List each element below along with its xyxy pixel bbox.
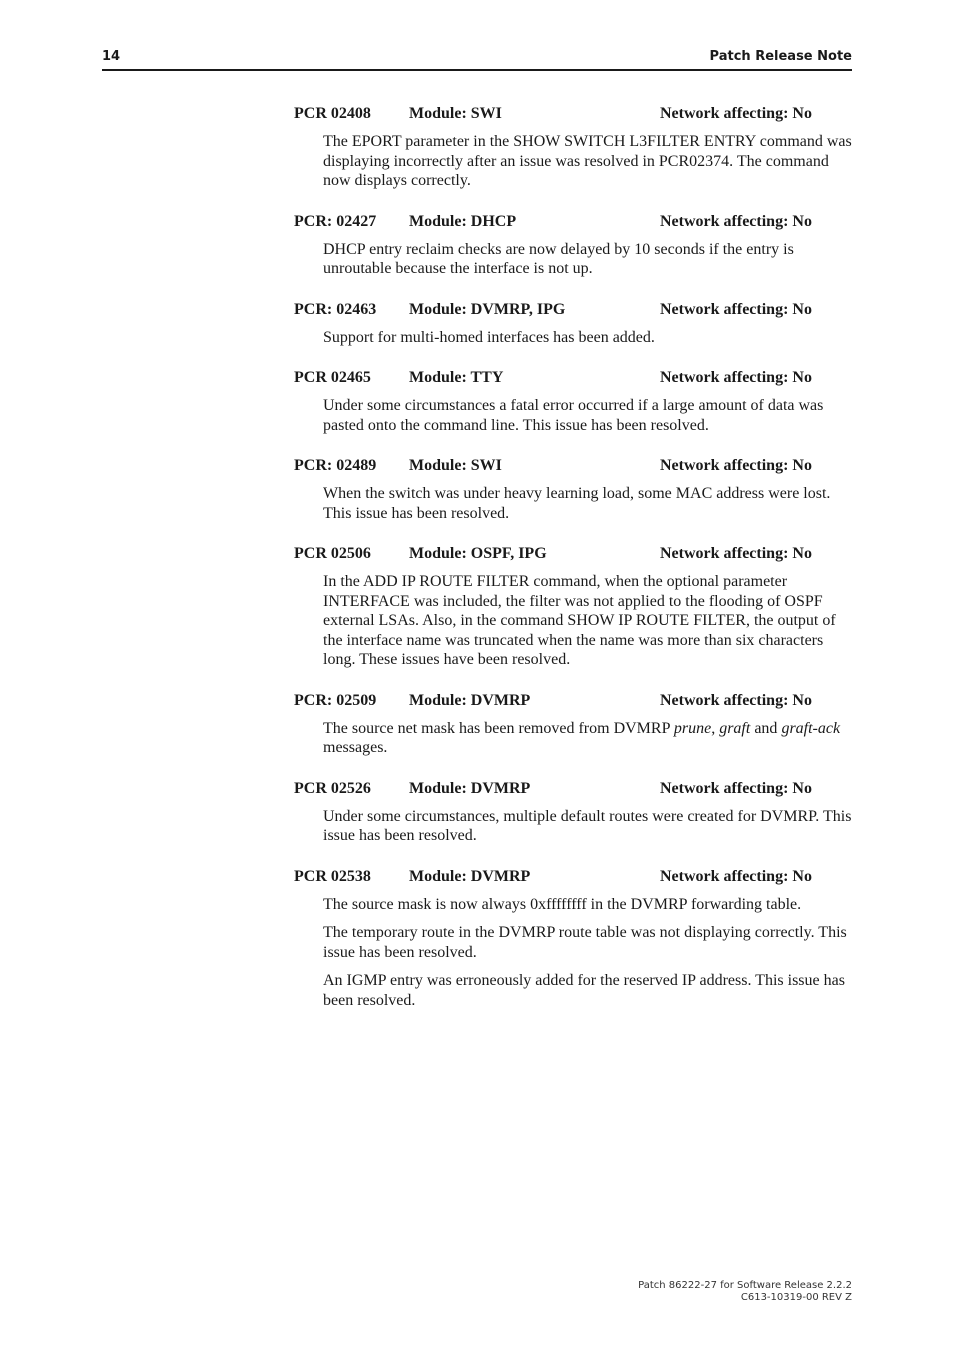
- entry-heading: [294, 456, 854, 476]
- pcr-number: PCR 02526: [294, 779, 371, 797]
- entry-heading: [294, 300, 854, 320]
- pcr-number: PCR: 02463: [294, 300, 377, 318]
- pcr-number: PCR 02465: [294, 369, 371, 386]
- page-header: [102, 48, 852, 71]
- pcr-number: PCR 02538: [294, 867, 371, 885]
- pcr-number: PCR: 02427: [294, 212, 377, 230]
- network-affecting: Network affecting: No: [660, 457, 812, 474]
- module-label: Module: DHCP: [409, 212, 517, 230]
- entry-heading: [294, 212, 854, 232]
- network-affecting: Network affecting: No: [660, 545, 812, 562]
- pcr-number: PCR: 02509: [294, 691, 377, 709]
- module-label: Module: SWI: [409, 105, 502, 122]
- entry-description: Under some circumstances a fatal error occurred if a large amount of data was pasted onto the command line. This issue has been resolved.: [323, 397, 824, 434]
- entry-description: In the ADD IP ROUTE FILTER command, when the optional parameter INTERFACE was included, the filter was not applied to the flooding of OSPF external LSAs. Also, in the command SHOW IP ROUTE FILTER, the output of the interface name was truncated when the name was more than six characters long. These issues have been resolved.: [323, 573, 836, 668]
- italic-term-graft-ack: graft-ack: [781, 719, 841, 737]
- entry-heading: [294, 867, 854, 887]
- release-notes-content: [294, 104, 854, 1031]
- network-affecting: Network affecting: No: [660, 369, 812, 386]
- footer-patch-line: Patch 86222-27 for Software Release 2.2.2: [638, 1280, 852, 1291]
- entry-heading: [294, 779, 854, 799]
- pcr-number: PCR 02506: [294, 545, 371, 562]
- text-run: and: [750, 719, 782, 737]
- pcr-entry: [294, 544, 854, 670]
- pcr-entry: [294, 300, 854, 348]
- italic-term-prune: prune: [673, 719, 712, 737]
- italic-term-graft: graft: [719, 719, 751, 737]
- entry-heading: [294, 368, 854, 388]
- entry-heading: [294, 691, 854, 711]
- text-run: messages.: [323, 739, 388, 756]
- entry-description: The temporary route in the DVMRP route table was not displaying correctly. This issue has been resolved.: [323, 924, 847, 961]
- module-label: Module: SWI: [409, 457, 502, 474]
- pcr-entry: [294, 212, 854, 279]
- text-run: The source net mask has been removed from DVMRP: [323, 719, 674, 737]
- entry-description: DHCP entry reclaim checks are now delayed by 10 seconds if the entry is unroutable because the interface is not up.: [323, 240, 794, 277]
- pcr-entry: [294, 368, 854, 435]
- network-affecting: Network affecting: No: [660, 105, 812, 122]
- page-number: 14: [102, 49, 121, 64]
- pcr-number: PCR 02408: [294, 105, 371, 122]
- network-affecting: Network affecting: No: [660, 300, 812, 318]
- entry-description: The source mask is now always 0xffffffff in the DVMRP forwarding table.: [323, 895, 802, 913]
- pcr-entry: [294, 104, 854, 191]
- network-affecting: Network affecting: No: [660, 212, 812, 230]
- module-label: Module: DVMRP, IPG: [409, 300, 566, 318]
- entry-description: When the switch was under heavy learning load, some MAC address were lost. This issue has been resolved.: [323, 485, 831, 522]
- footer-doc-code: C613-10319-00 REV Z: [740, 1292, 852, 1303]
- module-label: Module: OSPF, IPG: [409, 545, 547, 562]
- pcr-entry: [294, 456, 854, 523]
- network-affecting: Network affecting: No: [660, 779, 812, 797]
- module-label: Module: DVMRP: [409, 779, 531, 797]
- text-run: ,: [711, 719, 720, 737]
- pcr-number: PCR: 02489: [294, 457, 377, 474]
- pcr-entry: [294, 691, 854, 758]
- network-affecting: Network affecting: No: [660, 691, 812, 709]
- module-label: Module: DVMRP: [409, 691, 531, 709]
- module-label: Module: TTY: [409, 369, 504, 386]
- entry-heading: [294, 104, 854, 124]
- entry-description: Support for multi-homed interfaces has been added.: [323, 328, 655, 346]
- network-affecting: Network affecting: No: [660, 867, 812, 885]
- entry-description: Under some circumstances, multiple default routes were created for DVMRP. This issue has been resolved.: [323, 807, 852, 844]
- document-title: Patch Release Note: [709, 49, 852, 64]
- entry-description: An IGMP entry was erroneously added for the reserved IP address. This issue has been resolved.: [323, 972, 845, 1009]
- pcr-entry: [294, 779, 854, 846]
- entry-description: The EPORT parameter in the SHOW SWITCH L3FILTER ENTRY command was displaying incorrectly after an issue was resolved in PCR02374. The command now displays correctly.: [323, 133, 852, 189]
- pcr-entry: [294, 867, 854, 1011]
- module-label: Module: DVMRP: [409, 867, 531, 885]
- page-footer: [638, 1280, 852, 1304]
- entry-heading: [294, 544, 854, 564]
- entry-description: [323, 719, 853, 758]
